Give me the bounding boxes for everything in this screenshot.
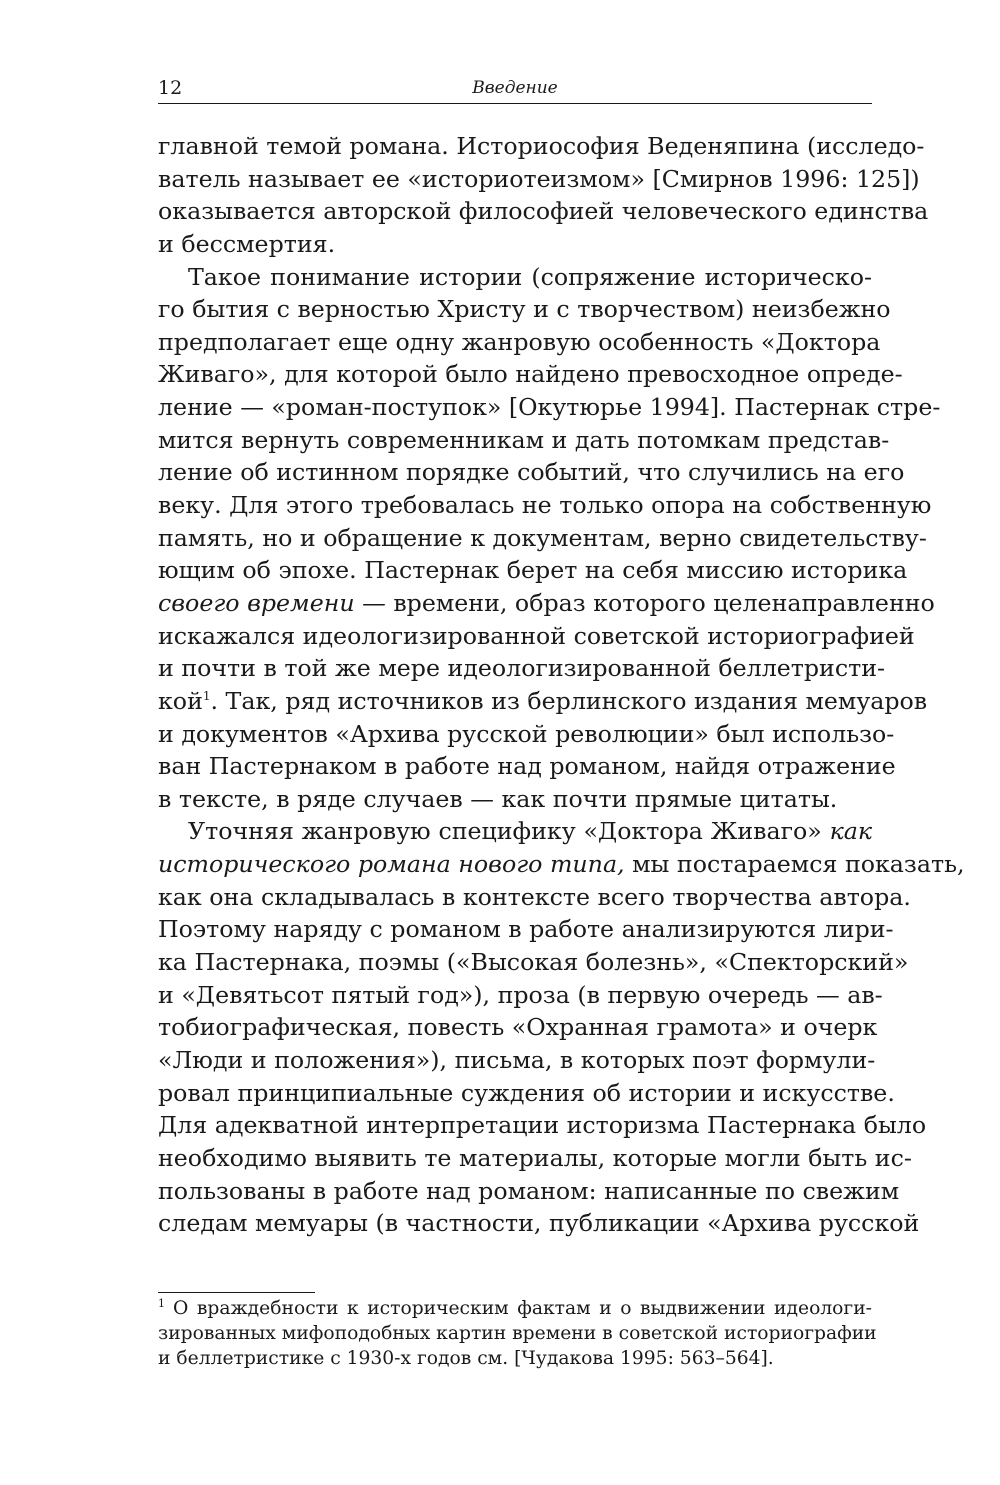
text-line: ровал принципиальные суждения об истории и искусстве. [158, 1078, 895, 1107]
italic-phrase: как [829, 817, 872, 846]
text-line: исторического романа нового типа, мы постараемся показать, [158, 850, 965, 879]
page-header [158, 76, 872, 100]
text-line: и документов «Архива русской революции» был использо- [158, 719, 895, 748]
text-line: Живаго», для которой было найдено превосходное опреде- [158, 360, 903, 389]
header-rule [158, 103, 872, 104]
text-line: ющим об эпохе. Пастернак берет на себя миссию историка [158, 556, 908, 585]
text-line: веку. Для этого требовалась не только опора на собственную [158, 491, 932, 520]
text-line: ление об истинном порядке событий, что случились на его [158, 458, 905, 487]
text-line: го бытия с верностью Христу и с творчеством) неизбежно [158, 295, 891, 324]
footnote-line: зированных мифоподобных картин времени в советской историографии [158, 1323, 877, 1344]
text-line: ка Пастернака, поэмы («Высокая болезнь», «Спекторский» [158, 948, 909, 977]
text-line: Для адекватной интерпретации историзма Пастернака было [158, 1111, 927, 1140]
text-line: необходимо выявить те материалы, которые могли быть ис- [158, 1143, 912, 1172]
text-line: ление — «роман-поступок» [Окутюрье 1994]. Пастернак стре- [158, 393, 941, 422]
text-line: как она складывалась в контексте всего творчества автора. [158, 882, 911, 911]
footnote-reference[interactable]: 1 [202, 688, 211, 703]
text-line: «Люди и положения»), письма, в которых поэт формули- [158, 1045, 876, 1074]
text-line: и «Девятьсот пятый год»), проза (в первую очередь — ав- [158, 980, 883, 1009]
text-line: мится вернуть современникам и дать потомкам представ- [158, 425, 890, 454]
footnote-marker: 1 [158, 1297, 165, 1310]
italic-phrase: исторического романа нового типа, [158, 850, 625, 879]
text-line: в тексте, в ряде случаев — как почти прямые цитаты. [158, 784, 838, 813]
body-text [158, 130, 965, 1240]
text-line: искажался идеологизированной советской историографией [158, 621, 915, 650]
page-number: 12 [158, 77, 183, 99]
text-line: Поэтому наряду с романом в работе анализируются лири- [158, 915, 894, 944]
text-line: ватель называет ее «историотеизмом» [Смирнов 1996: 125]) [158, 164, 920, 193]
text-line: оказывается авторской философией человеческого единства [158, 197, 929, 226]
footnote-line: $^1$ О враждебности к историческим фактам и о выдвижении идеологи- [158, 1297, 872, 1319]
text-line: следам мемуары (в частности, публикации «Архива русской [158, 1209, 920, 1238]
footnote-line: и беллетристике с 1930-х годов см. [Чудакова 1995: 563–564]. [158, 1348, 774, 1369]
text-line: и почти в той же мере идеологизированной беллетристи- [158, 654, 886, 683]
footnote [158, 1296, 877, 1371]
text-line: память, но и обращение к документам, верно свидетельству- [158, 523, 927, 552]
paragraph-first-line: Такое понимание истории (сопряжение историческо- [188, 262, 872, 291]
text-line: и бессмертия. [158, 229, 336, 258]
text-line: пользованы в работе над романом: написанные по свежим [158, 1176, 900, 1205]
paragraph-first-line: Уточняя жанровую специфику «Доктора Живаго» как [188, 817, 872, 846]
text-line: своего времени — времени, образ которого целенаправленно [158, 588, 935, 617]
text-line: предполагает еще одну жанровую особенность «Доктора [158, 327, 881, 356]
text-line: кой$^1$. Так, ряд источников из берлинского издания мемуаров [158, 686, 928, 715]
text-line: ван Пастернаком в работе над романом, найдя отражение [158, 752, 896, 781]
text-line: главной темой романа. Историософия Веденяпина (исследо- [158, 132, 925, 160]
footnote-separator [158, 1292, 315, 1293]
text-line: тобиографическая, повесть «Охранная грамота» и очерк [158, 1013, 878, 1042]
running-title: Введение [472, 78, 558, 98]
italic-phrase: своего времени [158, 588, 355, 617]
